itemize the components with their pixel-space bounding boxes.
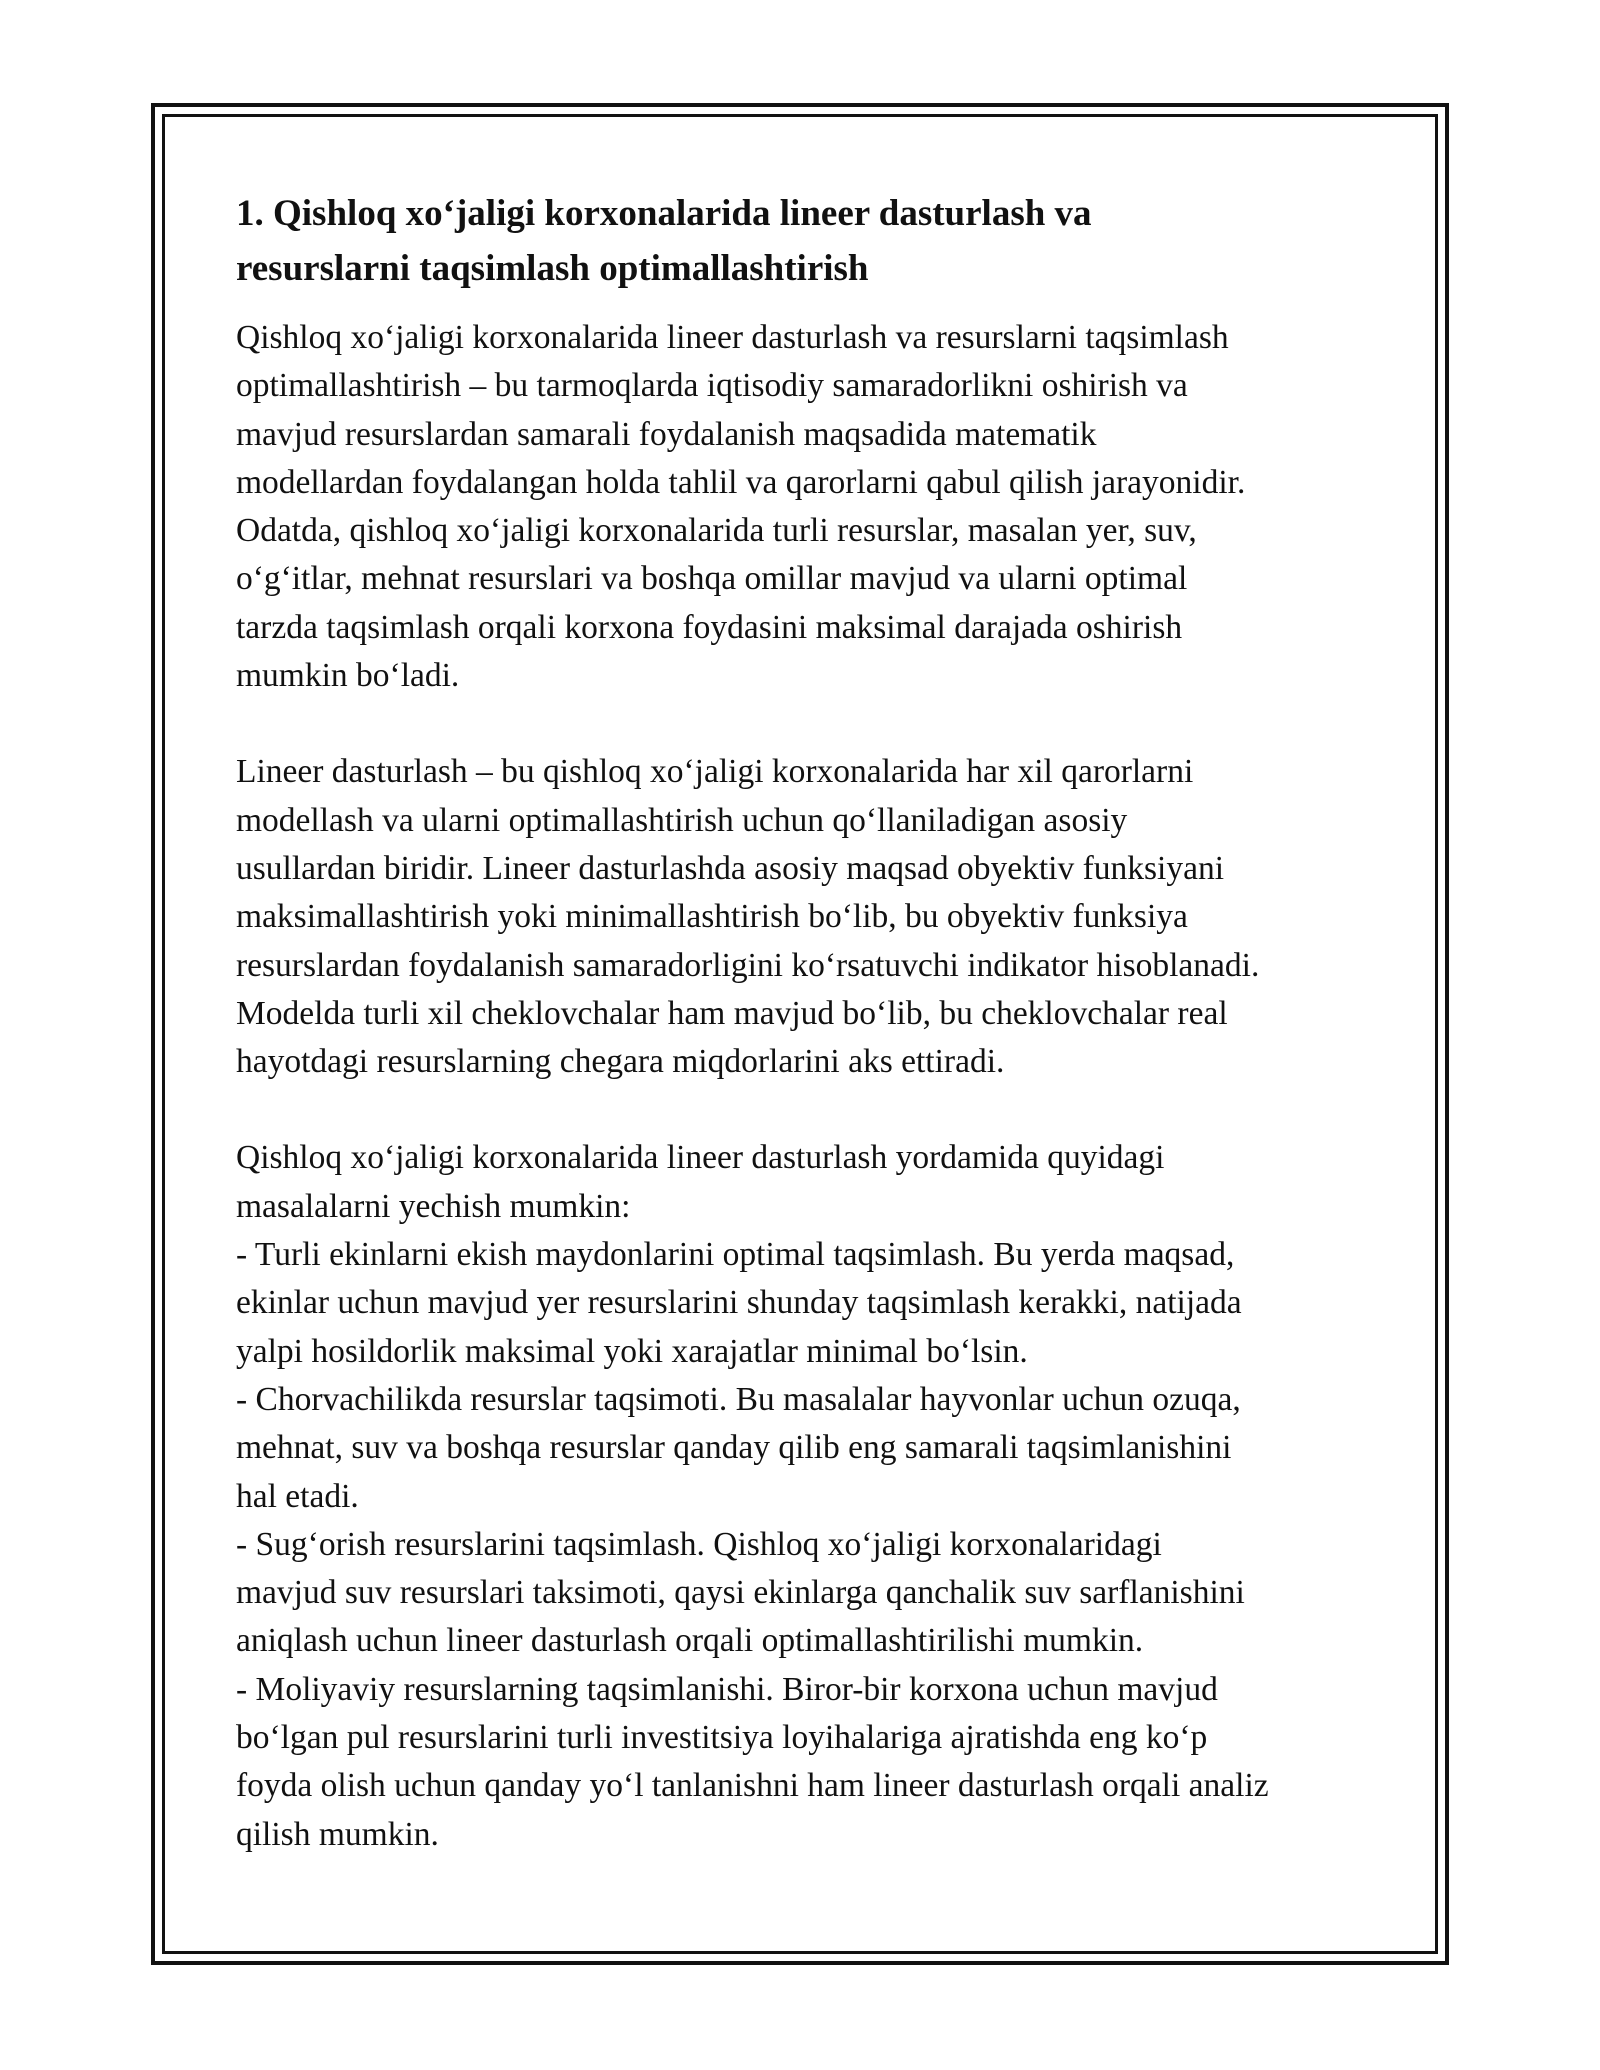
paragraph-applications: Qishloq xo‘jaligi korxonalarida lineer dasturlash yordamida quyidagi masalalarni yechish mumkin: - Turli ekinlarni ekish maydonlarini optimal taqsimlash. Bu yerda maqsad, ekinlar uchun mavjud yer resurslarini shunday taqsimlash kerakki, natijada yalpi hosildorlik maksimal yoki xarajatlar minimal bo‘lsin. - Chorvachilikda resurslar taqsimoti. Bu masalalar hayvonlar uchun ozuqa, mehnat, suv va boshqa resurslar qanday qilib eng samarali taqsimlanishini hal etadi. - Sug‘orish resurslarini taqsimlash. Qishloq xo‘jaligi korxonalaridagi mavjud suv resurslari taksimoti, qaysi ekinlarga qanchalik suv sarflanishini aniqlash uchun lineer dasturlash orqali optimallashtirilishi mumkin. - Moliyaviy resurslarning taqsimlanishi. Biror-bir korxona uchun mavjud bo‘lgan pul resurslarini turli investitsiya loyihalariga ajratishda eng ko‘p foyda olish uchun qanday yo‘l tanlanishni ham lineer dasturlash orqali analiz qilish mumkin. (236, 1139, 1269, 1853)
paragraph-intro: Qishloq xo‘jaligi korxonalarida lineer dasturlash va resurslarni taqsimlash optimallashtirish – bu tarmoqlarda iqtisodiy samaradorlikni oshirish va mavjud resurslardan samarali foydalanish maqsadida matematik modellardan foydalangan holda tahlil va qarorlarni qabul qilish jarayonidir. Odatda, qishloq xo‘jaligi korxonalarida turli resurslar, masalan yer, suv, o‘g‘itlar, mehnat resurslari va boshqa omillar mavjud va ularni optimal tarzda taqsimlash orqali korxona foydasini maksimal darajada oshirish mumkin bo‘ladi. (236, 319, 1246, 695)
document-body (236, 186, 1386, 1859)
paragraph-definition: Lineer dasturlash – bu qishloq xo‘jaligi korxonalarida har xil qarorlarni modellash va ularni optimallashtirish uchun qo‘llaniladigan asosiy usullardan biridir. Lineer dasturlashda asosiy maqsad obyektiv funksiyani maksimallashtirish yoki minimallashtirish bo‘lib, bu obyektiv funksiya resurslardan foydalanish samaradorligini ko‘rsatuvchi indikator hisoblanadi. Modelda turli xil cheklovchalar ham mavjud bo‘lib, bu cheklovchalar real hayotdagi resurslarning chegara miqdorlarini aks ettiradi. (236, 753, 1260, 1081)
section-title: 1. Qishloq xo‘jaligi korxonalarida lineer dasturlash va resurslarni taqsimlash optimallashtirish (236, 193, 1092, 289)
